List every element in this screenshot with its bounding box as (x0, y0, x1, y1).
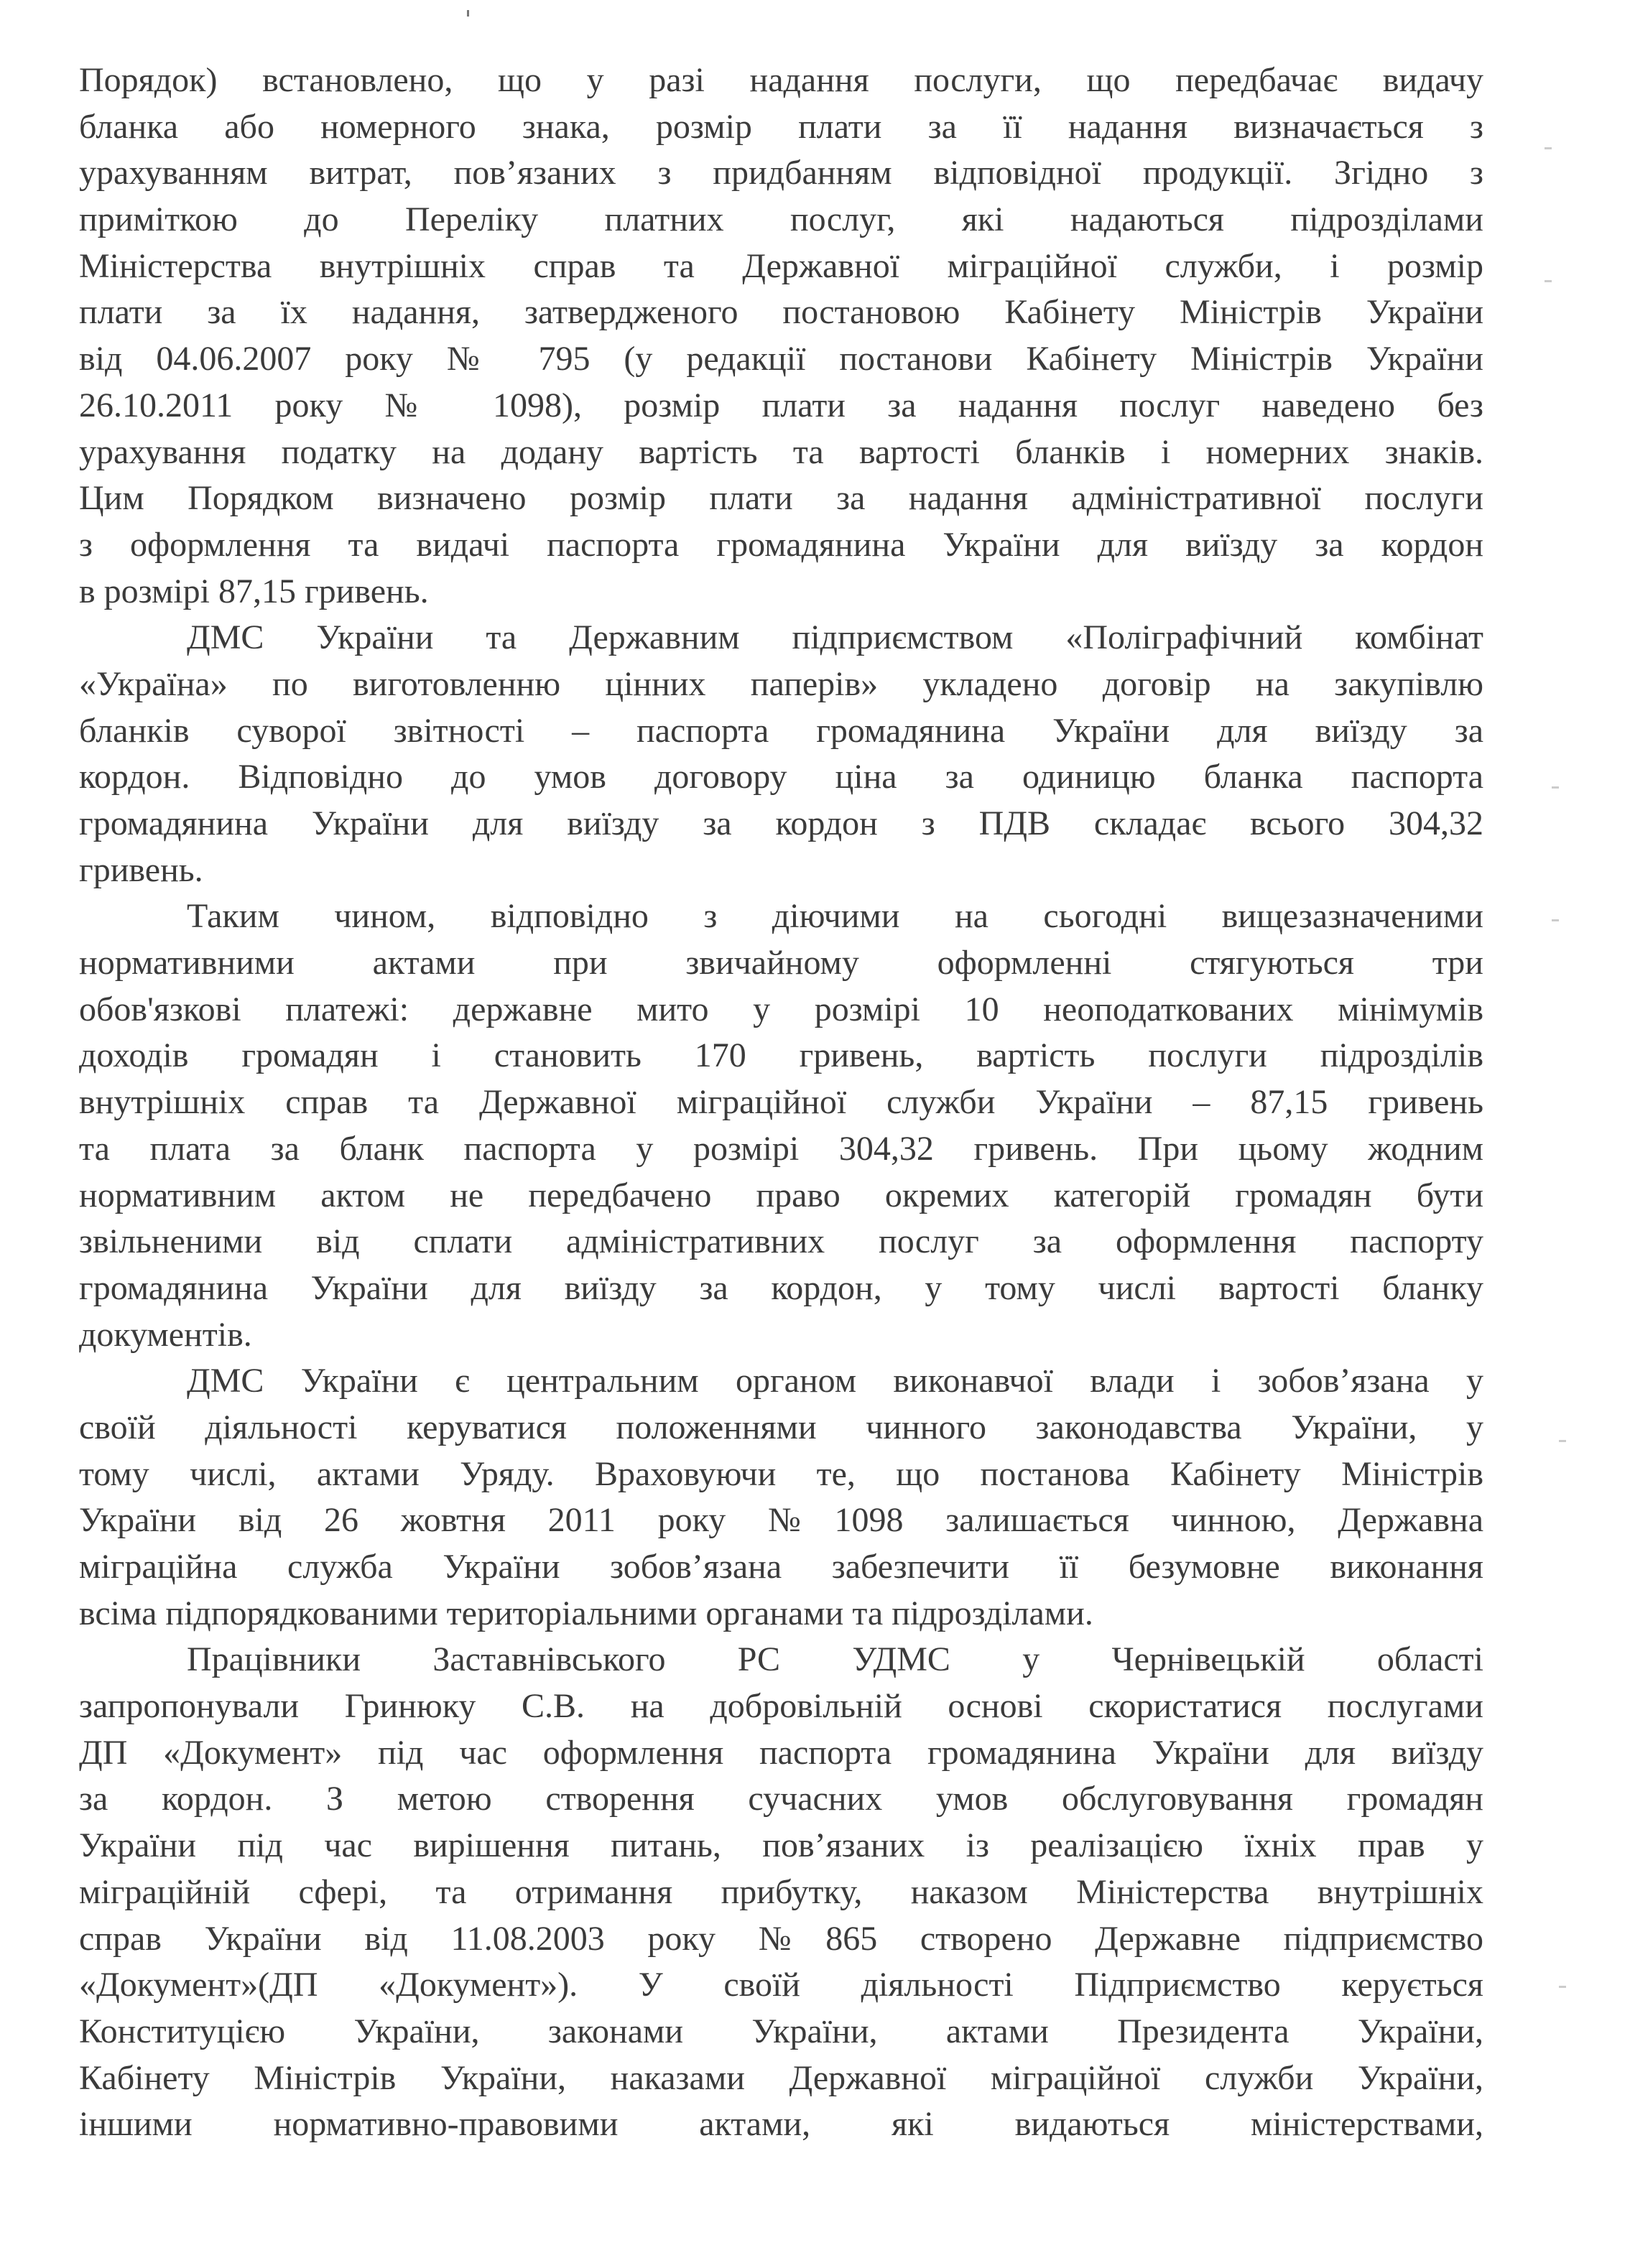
scan-speck (1559, 1986, 1566, 1988)
text-line: урахуванням витрат, пов’язаних з придбанням відповідної продукції. Згідно з (79, 154, 1483, 192)
text-line: тому числі, актами Уряду. Враховуючи те, що постанова Кабінету Міністрів (79, 1454, 1483, 1493)
text-line: Таким чином, відповідно з діючими на сьогодні вищезазначеними (187, 897, 1483, 936)
text-line: Порядок) встановлено, що у разі надання послуги, що передбачає видачу (79, 61, 1483, 99)
text-line: від 04.06.2007 року № 795 (у редакції постанови Кабінету Міністрів України (79, 340, 1483, 378)
text-line: ДМС України є центральним органом виконавчої влади і зобов’язана у (187, 1362, 1483, 1400)
text-line: справ України від 11.08.2003 року №865 створено Державне підприємство (79, 1919, 1483, 1958)
text-line: запропонували Гринюку С.В. на добровільній основі скористатися послугами (79, 1687, 1483, 1726)
text-line: приміткою до Переліку платних послуг, які надаються підрозділами (79, 200, 1483, 239)
text-line: Конституцією України, законами України, актами Президента України, (79, 2012, 1483, 2050)
text-line: іншими нормативно-правовими актами, які видаються міністерствами, (79, 2105, 1483, 2144)
text-line: доходів громадян і становить 170 гривень, вартість послуги підрозділів (79, 1036, 1483, 1075)
paragraph (79, 615, 1483, 893)
text-line: кордон. Відповідно до умов договору ціна за одиницю бланка паспорта (79, 758, 1483, 796)
text-line: з оформлення та видачі паспорта громадянина України для виїзду за кордон (79, 525, 1483, 564)
text-line: всіма підпорядкованими територіальними органами та підрозділами. (79, 1594, 1093, 1632)
paragraph (79, 1358, 1483, 1637)
text-line: своїй діяльності керуватися положеннями чинного законодавства України, у (79, 1408, 1483, 1446)
text-line: ДП «Документ» під час оформлення паспорта громадянина України для виїзду (79, 1733, 1483, 1772)
text-line: України від 26 жовтня 2011 року №1098 залишається чинною, Державна (79, 1501, 1483, 1540)
text-line: документів. (79, 1315, 252, 1354)
text-line: бланків суворої звітності – паспорта громадянина України для виїзду за (79, 711, 1483, 750)
scan-mark (467, 10, 469, 17)
text-line: в розмірі 87,15 гривень. (79, 572, 429, 610)
text-line: ДМС України та Державним підприємством «Поліграфічний комбінат (187, 618, 1483, 657)
text-line: внутрішніх справ та Державної міграційної служби України – 87,15 гривень (79, 1083, 1483, 1122)
scan-speck (1545, 147, 1552, 149)
text-line: плати за їх надання, затвердженого постановою Кабінету Міністрів України (79, 293, 1483, 332)
text-line: Міністерства внутрішніх справ та Державної міграційної служби, і розмір (79, 246, 1483, 285)
paragraph (79, 1637, 1483, 2148)
text-line: нормативними актами при звичайному оформленні стягуються три (79, 944, 1483, 982)
scan-speck (1552, 919, 1559, 921)
text-line: Працівники Заставнівського РС УДМС у Чернівецькій області (187, 1640, 1483, 1679)
text-line: урахування податку на додану вартість та вартості бланків і номерних знаків. (79, 432, 1483, 471)
paragraph (79, 893, 1483, 1358)
text-line: обов'язкові платежі: державне мито у розмірі 10 неоподаткованих мінімумів (79, 990, 1483, 1028)
text-line: звільненими від сплати адміністративних послуг за оформлення паспорту (79, 1222, 1483, 1261)
text-line: міграційній сфері, та отримання прибутку, наказом Міністерства внутрішніх (79, 1872, 1483, 1911)
document-page-body (79, 57, 1483, 2148)
text-line: нормативним актом не передбачено право окремих категорій громадян бути (79, 1176, 1483, 1214)
text-line: гривень. (79, 850, 203, 889)
text-line: та плата за бланк паспорта у розмірі 304,32 гривень. При цьому жодним (79, 1129, 1483, 1168)
text-line: України під час вирішення питань, пов’язаних із реалізацією їхніх прав у (79, 1826, 1483, 1865)
scan-speck (1559, 1440, 1566, 1442)
text-line: Цим Порядком визначено розмір плати за надання адміністративної послуги (79, 479, 1483, 518)
text-line: міграційна служба України зобов’язана забезпечити її безумовне виконання (79, 1548, 1483, 1586)
text-line: «Документ»(ДП «Документ»). У своїй діяльності Підприємство керується (79, 1966, 1483, 2004)
paragraph (79, 57, 1483, 615)
text-line: Кабінету Міністрів України, наказами Державної міграційної служби України, (79, 2058, 1483, 2097)
scan-speck (1552, 786, 1559, 789)
text-line: за кордон. З метою створення сучасних умов обслуговування громадян (79, 1780, 1483, 1818)
text-line: громадянина України для виїзду за кордон з ПДВ складає всього 304,32 (79, 804, 1483, 842)
scan-speck (1545, 280, 1552, 282)
text-line: бланка або номерного знака, розмір плати за її надання визначається з (79, 107, 1483, 146)
text-line: 26.10.2011 року № 1098), розмір плати за надання послуг наведено без (79, 386, 1483, 424)
text-line: громадянина України для виїзду за кордон, у тому числі вартості бланку (79, 1268, 1483, 1307)
text-line: «Україна» по виготовленню цінних паперів» укладено договір на закупівлю (79, 664, 1483, 703)
